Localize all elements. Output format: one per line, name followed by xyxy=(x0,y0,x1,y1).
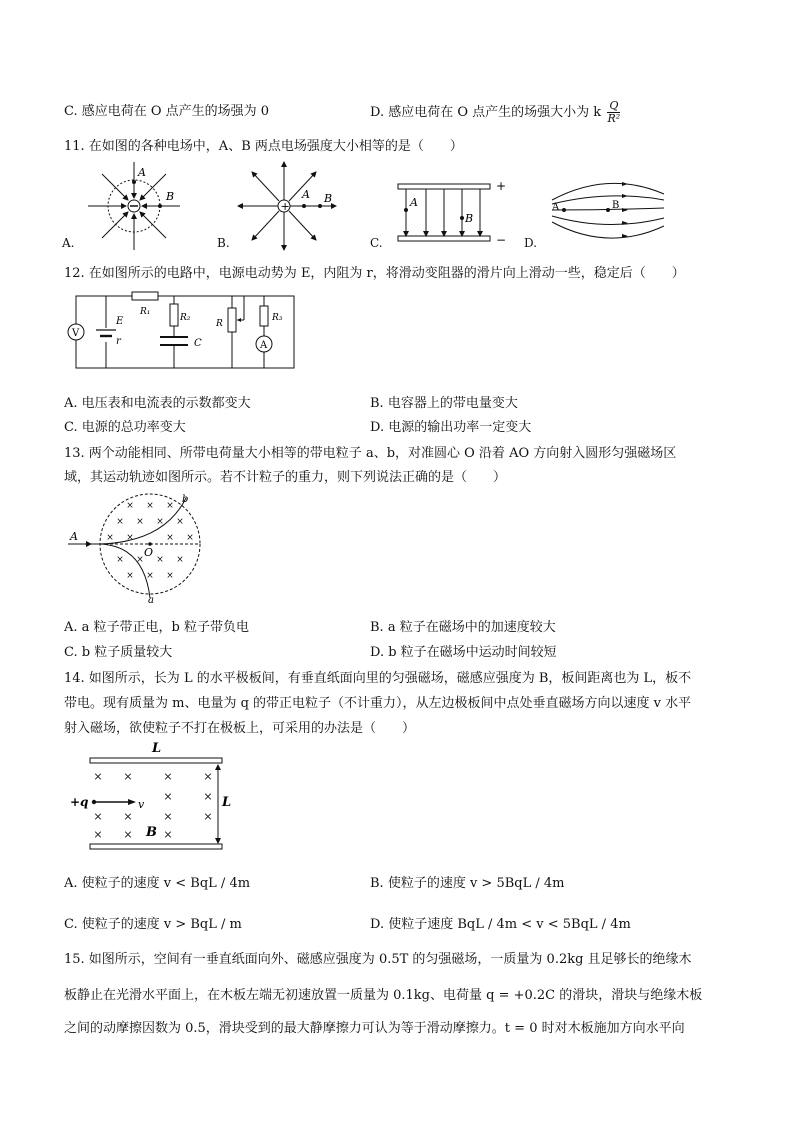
q11-fig-a-point-a: A xyxy=(138,166,146,179)
q15-line-3: 之间的动摩擦因数为 0.5，滑块受到的最大静摩擦力可认为等于滑动摩擦力。t = 0 时对木板施加方向水平向 xyxy=(64,1021,685,1036)
q12-voltmeter: V xyxy=(72,328,80,339)
q14-option-b: B. 使粒子的速度 v > 5BqL / 4m xyxy=(370,876,565,891)
q10-option-d xyxy=(370,100,620,125)
svg-text:×: × xyxy=(123,770,133,783)
svg-text:×: × xyxy=(106,533,114,543)
q14-option-c: C. 使粒子的速度 v > BqL / m xyxy=(64,917,242,932)
q11-fig-b-point-a: A xyxy=(302,188,310,201)
q13-center-o: O xyxy=(144,546,154,559)
q11-fig-b-point-b: B xyxy=(324,192,333,205)
q14-figure xyxy=(64,738,244,856)
q12-r2: R₂ xyxy=(180,313,191,323)
svg-text:×: × xyxy=(93,828,103,841)
q11-fig-a-point-b: B xyxy=(166,190,175,203)
svg-text:×: × xyxy=(176,555,184,565)
svg-text:×: × xyxy=(116,517,124,527)
q14-velocity-v: v xyxy=(138,798,145,811)
q11-fig-d xyxy=(548,160,688,252)
q11-label-b: B. xyxy=(217,236,230,250)
q12-option-a: A. 电压表和电流表的示数都变大 xyxy=(64,396,251,411)
q12-option-b: B. 电容器上的带电量变大 xyxy=(370,396,518,411)
svg-text:×: × xyxy=(93,810,103,823)
q14-label-right-l: L xyxy=(222,795,232,810)
q11-fig-a xyxy=(82,160,202,252)
q12-rheostat: R xyxy=(216,319,223,329)
svg-text:×: × xyxy=(136,555,144,565)
svg-text:×: × xyxy=(123,828,133,841)
q11-label-c: C. xyxy=(370,236,383,250)
svg-text:×: × xyxy=(123,810,133,823)
q12-r1: R₁ xyxy=(140,307,151,317)
q14-stem-line-2: 带电。现有质量为 m、电量为 q 的带正电粒子（不计重力），从左边极板间中点处垂直磁场方向以速度 v 水平 xyxy=(64,696,692,711)
q15-line-1: 15. 如图所示，空间有一垂直纸面向外、磁感应强度为 0.5T 的匀强磁场，一质量为 0.2kg 且足够长的绝缘木 xyxy=(64,952,692,967)
q12-r3: R₃ xyxy=(272,313,283,323)
q10-fraction-num: Q xyxy=(609,99,619,112)
q13-figure xyxy=(64,490,214,605)
svg-text:×: × xyxy=(156,517,164,527)
svg-text:×: × xyxy=(203,810,213,823)
svg-text:×: × xyxy=(166,533,174,543)
q13-option-d: D. b 粒子在磁场中运动时间较短 xyxy=(370,645,557,660)
q14-field-b: B xyxy=(146,825,157,840)
svg-text:×: × xyxy=(166,501,174,511)
q11-fig-d-point-a: A xyxy=(552,202,560,213)
q13-option-a: A. a 粒子带正电，b 粒子带负电 xyxy=(64,620,249,635)
q14-option-d: D. 使粒子速度 BqL / 4m < v < 5BqL / 4m xyxy=(370,917,631,932)
q11-stem: 11. 在如图的各种电场中，A、B 两点电场强度大小相等的是（ ） xyxy=(64,139,463,154)
q12-internal-r: r xyxy=(116,336,121,347)
q11-fig-b xyxy=(232,160,352,252)
svg-text:×: × xyxy=(166,571,174,581)
q10-option-d-text: D. 感应电荷在 O 点产生的场强大小为 k xyxy=(370,105,602,120)
q11-fig-c-point-b: B xyxy=(465,212,474,225)
q13-stem-line-1: 13. 两个动能相同、所带电荷量大小相等的带电粒子 a、b，对准圆心 O 沿着 AO 方向射入圆形匀强磁场区 xyxy=(64,446,677,461)
svg-text:×: × xyxy=(156,555,164,565)
q13-particle-a: a xyxy=(148,595,154,605)
svg-text:×: × xyxy=(146,501,154,511)
q11-fig-c-point-a: A xyxy=(410,196,418,209)
q11-fig-b-plus: + xyxy=(280,200,290,213)
q11-label-d: D. xyxy=(524,236,538,250)
svg-text:×: × xyxy=(146,571,154,581)
q11-label-a: A. xyxy=(62,236,75,250)
q11-figures xyxy=(62,160,782,252)
q14-label-top-l: L xyxy=(152,741,162,756)
svg-text:×: × xyxy=(126,501,134,511)
q14-stem-line-3: 射入磁场，欲使粒子不打在极板上，可采用的办法是（ ） xyxy=(64,721,416,736)
q13-stem-line-2: 域，其运动轨迹如图所示。若不计粒子的重力，则下列说法正确的是（ ） xyxy=(64,470,507,485)
svg-text:×: × xyxy=(203,770,213,783)
q12-option-d: D. 电源的输出功率一定变大 xyxy=(370,420,532,435)
svg-text:×: × xyxy=(203,790,213,803)
svg-text:×: × xyxy=(163,810,173,823)
q12-option-c: C. 电源的总功率变大 xyxy=(64,420,186,435)
q11-fig-c-minus: − xyxy=(496,233,507,247)
svg-text:×: × xyxy=(126,533,134,543)
q12-circuit xyxy=(64,286,304,376)
svg-text:×: × xyxy=(126,571,134,581)
q10-fraction-den: R² xyxy=(607,112,621,125)
svg-text:×: × xyxy=(116,555,124,565)
svg-text:×: × xyxy=(176,517,184,527)
q12-ammeter: A xyxy=(260,340,268,351)
svg-text:×: × xyxy=(93,770,103,783)
svg-text:×: × xyxy=(186,533,194,543)
q10-option-c: C. 感应电荷在 O 点产生的场强为 0 xyxy=(64,104,270,119)
q11-fig-c-plus: + xyxy=(496,179,507,193)
q15-line-2: 板静止在光滑水平面上，在木板左端无初速放置一质量为 0.1kg、电荷量 q = +0.2C 的滑块，滑块与绝缘木板 xyxy=(64,988,703,1003)
q12-stem: 12. 在如图所示的电路中，电源电动势为 E，内阻为 r，将滑动变阻器的滑片向上滑动一些，稳定后（ ） xyxy=(64,266,685,281)
q11-fig-d-point-b: B xyxy=(612,200,620,211)
q13-option-c: C. b 粒子质量较大 xyxy=(64,645,173,660)
q12-capacitor: C xyxy=(194,338,202,349)
q14-option-a: A. 使粒子的速度 v < BqL / 4m xyxy=(64,876,251,891)
svg-text:×: × xyxy=(136,517,144,527)
q14-charge-q: +q xyxy=(70,795,89,809)
q10-fraction xyxy=(607,100,620,125)
q11-fig-c xyxy=(390,160,520,252)
q12-emf: E xyxy=(116,316,124,327)
q14-stem-line-1: 14. 如图所示，长为 L 的水平极板间，有垂直纸面向里的匀强磁场，磁感应强度为 B，板间距离也为 L，板不 xyxy=(64,671,692,686)
q13-point-a: A xyxy=(70,530,78,543)
svg-text:×: × xyxy=(163,770,173,783)
q13-option-b: B. a 粒子在磁场中的加速度较大 xyxy=(370,620,556,635)
svg-text:×: × xyxy=(163,790,173,803)
q13-particle-b: b xyxy=(182,494,189,505)
svg-text:×: × xyxy=(163,828,173,841)
